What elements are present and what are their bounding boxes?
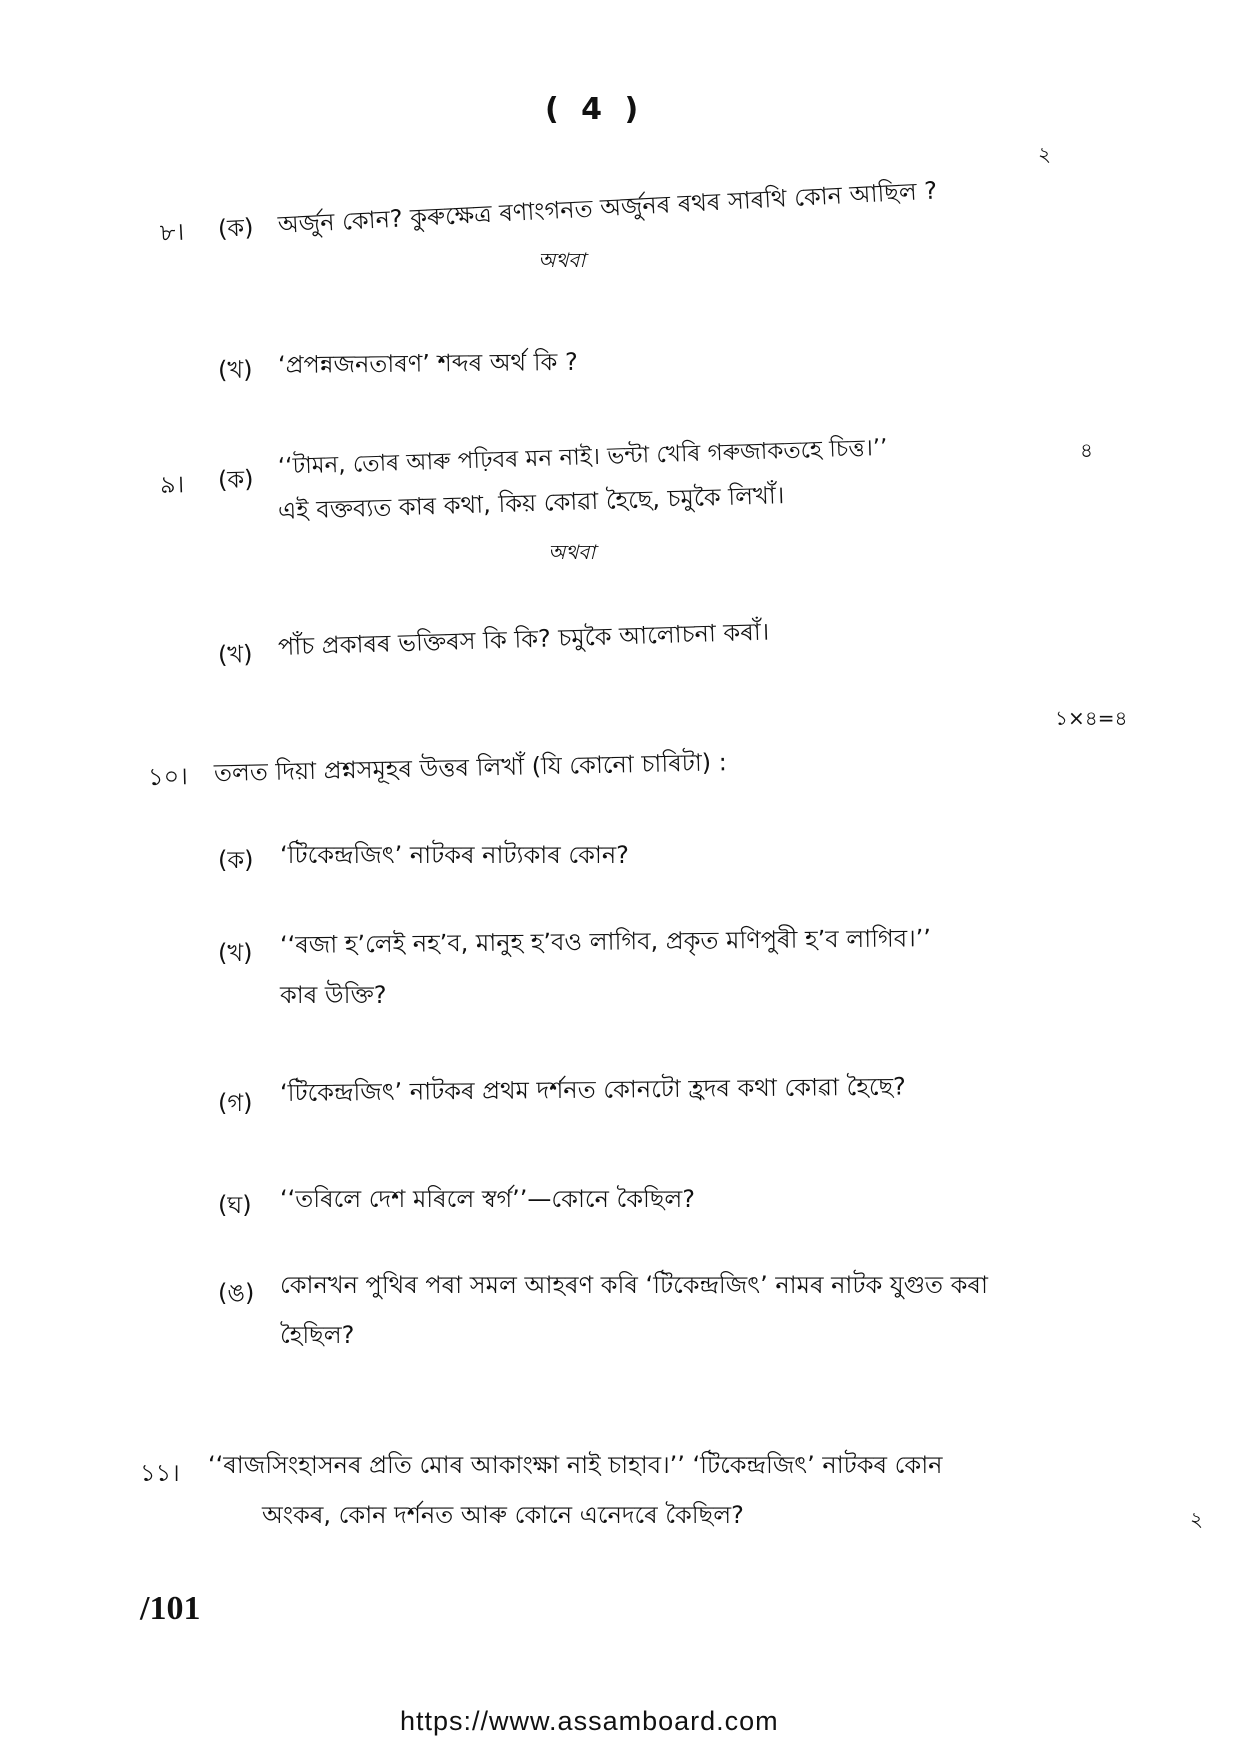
q10-item-label: (ক) [218, 846, 254, 874]
q10-item-label: (খ) [218, 939, 253, 967]
q10-item-text: ‘টিকেন্দ্ৰজিৎ’ নাটকৰ প্ৰথম দৰ্শনত কোনটো হ্ৰদৰ কথা কোৱা হৈছে? [279, 1072, 906, 1107]
q10-item-label: (ঙ) [218, 1279, 255, 1307]
q10-item-text-cont: কাৰ উক্তি? [280, 981, 387, 1009]
q10-item-text: ‘টিকেন্দ্ৰজিৎ’ নাটকৰ নাট্যকাৰ কোন? [280, 841, 629, 869]
q9-number: ৯। [159, 470, 185, 499]
q9a-marks: ৪ [1080, 438, 1093, 462]
q11-line2: অংকৰ, কোন দৰ্শনত আৰু কোনে এনেদৰে কৈছিল? [262, 1501, 744, 1529]
q9b-text: পাঁচ প্ৰকাৰৰ ভক্তিৰস কি কি? চমুকৈ আলোচনা কৰাঁ। [277, 617, 770, 661]
q8b-text: ‘প্ৰপন্নজনতাৰণ’ শব্দৰ অৰ্থ কি ? [277, 347, 578, 379]
q8-or: অথবা [538, 248, 586, 272]
q10-item-text: কোনখন পুথিৰ পৰা সমল আহৰণ কৰি ‘টিকেন্দ্ৰজিৎ’ নামৰ নাটক যুগুত কৰা [280, 1271, 988, 1299]
q10-item-label: (ঘ) [218, 1191, 252, 1219]
paper-code: /101 [140, 1590, 201, 1627]
q8-number: ৮। [159, 217, 185, 247]
q10-number: ১০। [147, 762, 189, 791]
footer-url: https://www.assamboard.com [400, 1706, 779, 1736]
q8a-label: (ক) [217, 213, 255, 243]
page-number-marker: ( 4 ) [545, 92, 645, 127]
q8b-label: (খ) [217, 355, 253, 384]
q10-item-text: ‘‘তৰিলে দেশ মৰিলে স্বৰ্গ’’—কোনে কৈছিল? [280, 1185, 696, 1213]
q10-item-text: ‘‘ৰজা হ’লেই নহ’ব, মানুহ হ’বও লাগিব, প্ৰকৃত মণিপুৰী হ’ব লাগিব।’’ [279, 924, 932, 959]
q11-number: ১১। [140, 1459, 180, 1487]
q10-marks: ১×৪=৪ [1055, 706, 1128, 730]
q9b-label: (খ) [217, 639, 253, 669]
q9a-line1: ‘‘টামন, তোৰ আৰু পঢ়িবৰ মন নাই। ভন্টা খেৰি গৰুজাকতহে চিত্ত।’’ [277, 434, 888, 480]
q11-marks: ২ [1190, 1507, 1204, 1531]
q9a-label: (ক) [217, 464, 254, 494]
q8a-marks: ২ [1038, 142, 1052, 166]
q9-or: অথবা [548, 540, 596, 564]
q8a-text: অৰ্জুন কোন? কুৰুক্ষেত্ৰ ৰণাংগনত অৰ্জুনৰ ৰথৰ সাৰথি কোন আছিল ? [277, 176, 938, 239]
q10-item-label: (গ) [218, 1089, 253, 1117]
q10-intro: তলত দিয়া প্ৰশ্নসমূহৰ উত্তৰ লিখাঁ (যি কোনো চাৰিটা) : [213, 748, 728, 787]
q11-line1: ‘‘ৰাজসিংহাসনৰ প্ৰতি মোৰ আকাংক্ষা নাই চাহাব।’’ ‘টিকেন্দ্ৰজিৎ’ নাটকৰ কোন [208, 1451, 943, 1479]
q9a-line2: এই বক্তব্যত কাৰ কথা, কিয় কোৱা হৈছে, চমুকৈ লিখাঁ। [277, 481, 785, 525]
q10-item-text-cont: হৈছিল? [280, 1321, 355, 1349]
